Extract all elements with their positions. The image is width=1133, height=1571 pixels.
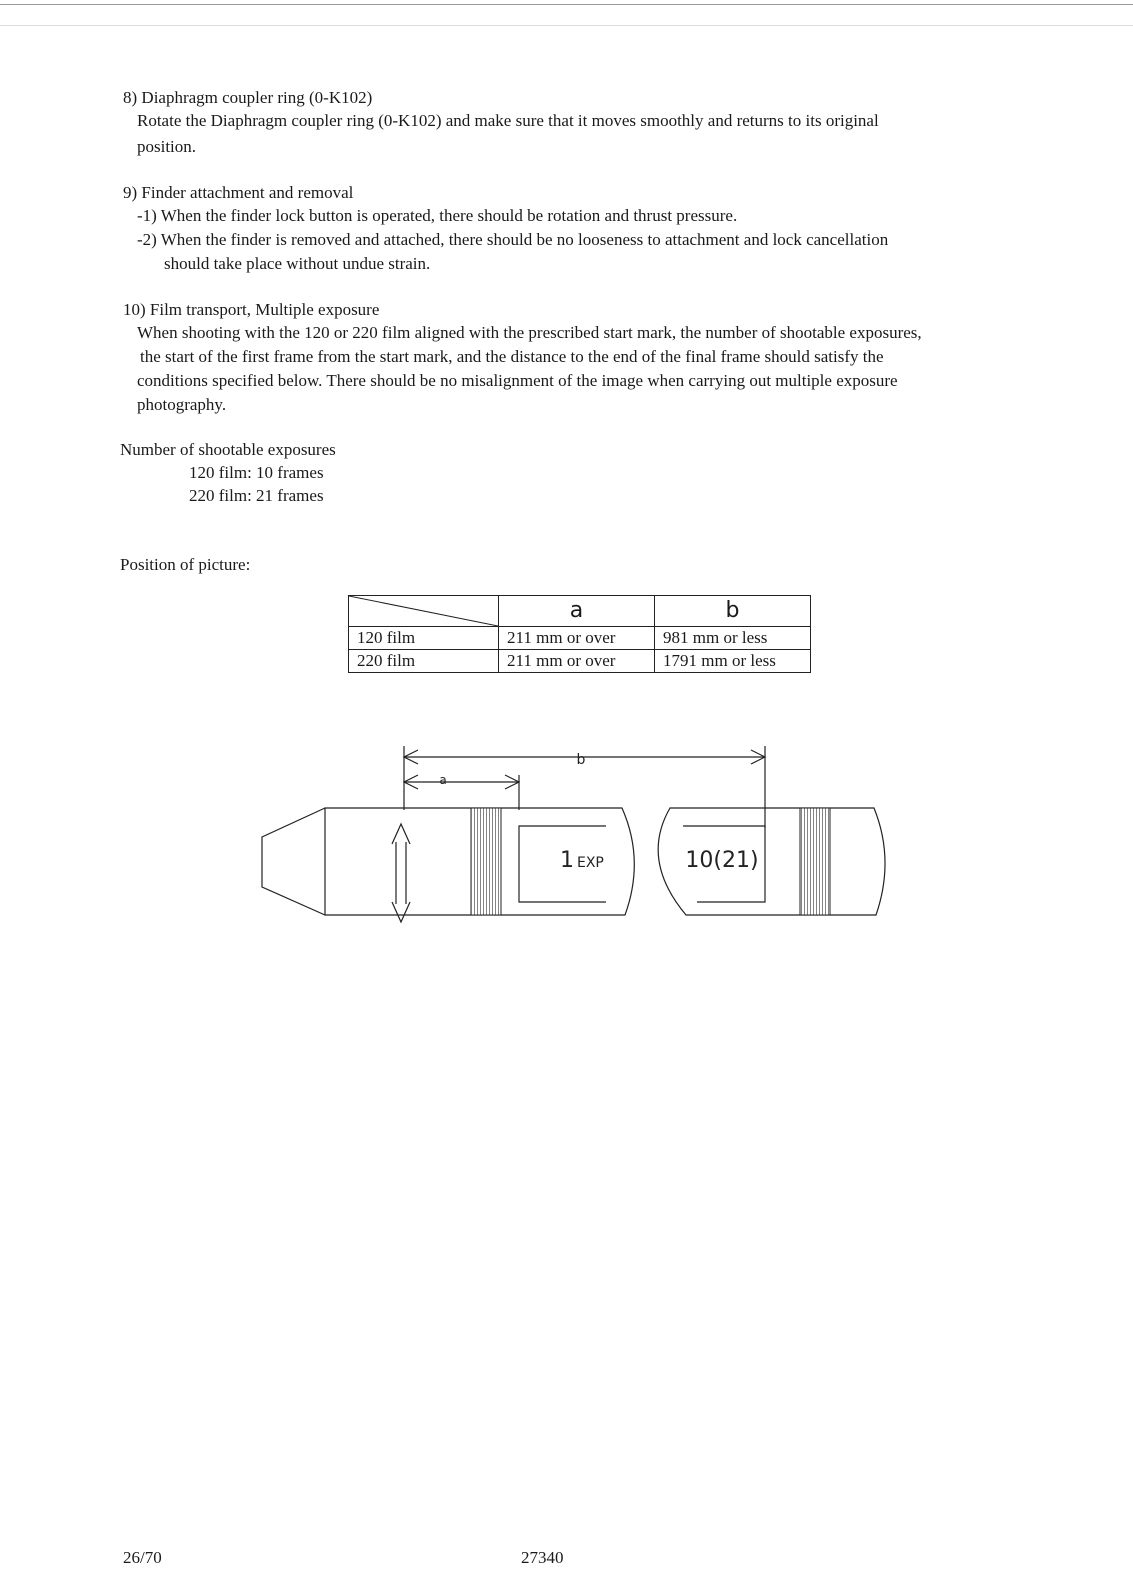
- scan-top-rule: [0, 4, 1133, 5]
- position-label: Position of picture:: [120, 555, 251, 574]
- table-header-row: [349, 596, 811, 627]
- section-10-line-4: photography.: [137, 395, 227, 414]
- section-10-line-1: When shooting with the 120 or 220 film aligned with the prescribed start mark, the number of shootable exposures,: [137, 323, 922, 342]
- film-band-left: [471, 808, 501, 915]
- table-row: [349, 650, 811, 673]
- exposures-120: 120 film: 10 frames: [189, 463, 324, 482]
- section-8-title: 8) Diaphragm coupler ring (0-K102): [123, 88, 373, 107]
- section-10-line-2: the start of the first frame from the start mark, and the distance to the end of the final frame should satisfy the: [140, 347, 884, 366]
- section-8-line-1: Rotate the Diaphragm coupler ring (0-K102) and make sure that it moves smoothly and returns to its original: [137, 111, 879, 130]
- first-frame-number: 1: [560, 848, 574, 873]
- table-cell-b: 1791 mm or less: [655, 650, 811, 673]
- film-spool-nose: [262, 808, 325, 915]
- first-frame-suffix: EXP: [577, 855, 604, 871]
- dimension-a: [404, 775, 519, 810]
- table-row: [349, 627, 811, 650]
- position-table: [348, 595, 811, 673]
- scan-top-rule-2: [0, 25, 1133, 26]
- exposures-title: Number of shootable exposures: [120, 440, 336, 459]
- section-10-line-3: conditions specified below. There should be no misalignment of the image when carrying out multiple exposure: [137, 371, 898, 390]
- document-number: 27340: [521, 1548, 564, 1567]
- exposures-220: 220 film: 21 frames: [189, 486, 324, 505]
- table-corner-cell: [349, 596, 499, 627]
- page-number: 26/70: [123, 1548, 162, 1567]
- table-cell-film: 120 film: [349, 627, 499, 650]
- section-10-title: 10) Film transport, Multiple exposure: [123, 300, 380, 319]
- dimension-a-label: a: [439, 773, 447, 787]
- table-cell-b: 981 mm or less: [655, 627, 811, 650]
- table-header-a: a: [499, 596, 655, 627]
- table-header-b: b: [655, 596, 811, 627]
- table-cell-film: 220 film: [349, 650, 499, 673]
- last-frame-number: 10(21): [685, 848, 759, 873]
- table-cell-a: 211 mm or over: [499, 650, 655, 673]
- corner-diagonal: [349, 596, 498, 626]
- film-band-right: [800, 808, 830, 915]
- section-9-item-2-line-1: -2) When the finder is removed and attached, there should be no looseness to attachment and lock cancellation: [137, 230, 889, 249]
- section-9-item-2-line-2: should take place without undue strain.: [164, 254, 431, 273]
- section-9-item-1: -1) When the finder lock button is operated, there should be rotation and thrust pressure.: [137, 206, 738, 225]
- film-diagram: [0, 740, 1133, 940]
- start-mark-arrow: [392, 824, 410, 922]
- section-9-title: 9) Finder attachment and removal: [123, 183, 354, 202]
- dimension-b-label: b: [576, 752, 586, 768]
- section-8-line-2: position.: [137, 137, 197, 156]
- table-cell-a: 211 mm or over: [499, 627, 655, 650]
